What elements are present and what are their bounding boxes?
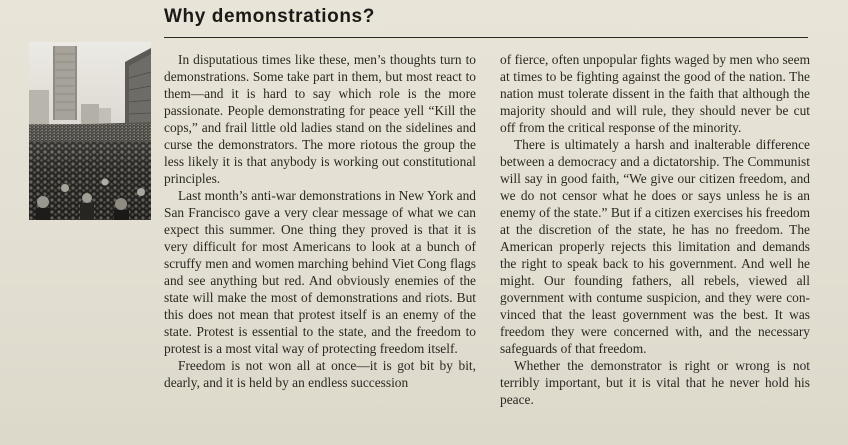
article-headline: Why demonstrations?: [164, 6, 375, 27]
paragraph: There is ultimately a harsh and inalterable difference between a democracy and a dictatorship. The Communist will say in good faith, “We give our citizen freedom, and we do not censor what he does or says unless he is an enemy of the state.” But if a citizen exercises his freedom at the discretion of the state, he has no freedom. The American properly rejects this limitation and demands the right to speak back to his government. And well he might. Our founding fathers, all rebels, viewed all government with contume suspicion, and they were convinced that the least government was the best. It was freedom they were concerned with, and the necessary safeguards of that freedom.: [500, 137, 810, 356]
paragraph: Whether the demonstrator is right or wrong is not terribly important, but it is vital that he never hold his peace.: [500, 358, 810, 407]
paragraph: In disputatious times like these, men’s thoughts turn to demonstrations. Some take part in them, but most react to them—and it is hard to say which role is the more passionate. People demonstrating for peace yell “Kill the cops,” and frail little old ladies stand on the sidelines and curse the demonstrators. The more riotous the group the less likely it is that anybody is working out constitutional principles.: [164, 52, 476, 186]
demonstration-photo: [29, 42, 151, 220]
article-column-left: [164, 51, 476, 391]
paragraph: Last month’s anti-war demonstrations in New York and San Francisco gave a very clear message of what we can expect this summer. One thing they proved is that it is very difficult for most Americans to look at a bunch of scruffy men and women marching behind Viet Cong flags and see anything but red. And obviously enemies of the state will make the most of demonstrations and riots. But this does not mean that protest itself is an enemy of the state. Protest is essential to the state, and the freedom to protest is a most vital way of protecting freedom itself.: [164, 188, 476, 356]
headline-rule: [164, 37, 808, 38]
article-column-right: [500, 51, 810, 408]
paragraph: Freedom is not won all at once—it is got bit by bit, dearly, and it is held by an endless succession: [164, 358, 476, 390]
paragraph-continued: of fierce, often unpopular fights waged by men who seem at times to be fighting against the good of the nation. The nation must tolerate dissent in the faith that although the majority should and will rule, they should never be cut off from the critical response of the minority.: [500, 52, 810, 135]
